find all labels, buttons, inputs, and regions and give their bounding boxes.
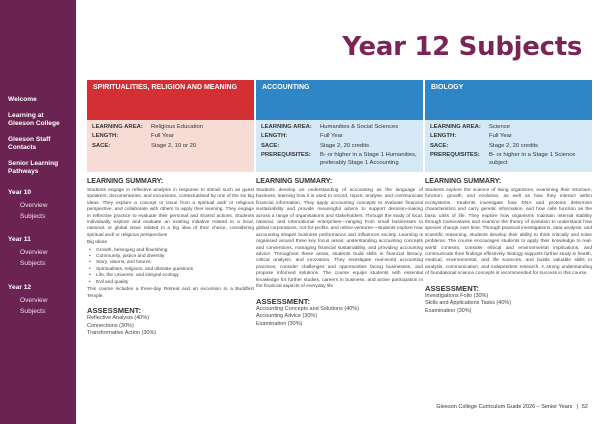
- list-item: • Story, visions, and futures: [87, 260, 254, 266]
- summary-text: Students explore the science of living organisms, examining their structure, function, growth, and evolution, as well as how they interact within ecosystems. Students investigate how DNA and proteins determine characteristics and carry genetic information, and how cells function as the basic units of life. They explore how organisms maintain internal stability through homeostasis and examine the theory of evolution to understand how species change over time. Through practical investigations, data analysis, and scientific reasoning, students develop their ability to think critically and solve problems. The course encourages students to apply their knowledge to real-world contexts, consider ethical and environmental implications, and communicate their findings effectively. Biology supports further study in health, medical, environmental, and life sciences, and builds valuable skills in analysis, communication, and independent research. A strong understanding of foundational science concepts is recommended for success in this course.: [425, 188, 592, 277]
- assessment-item: Reflective Analysis (40%): [87, 314, 150, 321]
- sidebar-item-year12[interactable]: Year 12: [8, 284, 32, 291]
- info-row: [430, 133, 587, 140]
- info-value: B- or higher in a Stage 1 Science subject: [489, 152, 576, 166]
- info-row: [430, 143, 587, 150]
- info-key: PREREQUISITES:: [261, 152, 311, 159]
- sidebar-item-welcome[interactable]: Welcome: [8, 96, 37, 103]
- retreat-note: This course includes a three-day Retreat and an excursion to a Buddhist Temple.: [87, 287, 254, 299]
- list-item: • Growth, belonging and flourishing: [87, 248, 254, 254]
- sidebar-item-year11-subjects[interactable]: Subjects: [20, 260, 46, 267]
- big-ideas-title: Big Ideas: [87, 240, 108, 246]
- assessment-item: Accounting Concepts and Solutions (40%): [256, 305, 360, 312]
- info-row: [92, 143, 249, 150]
- info-key: LENGTH:: [430, 133, 457, 140]
- sidebar-item-year11-overview[interactable]: Overview: [20, 249, 48, 256]
- info-value: Stage 2, 10 or 20: [151, 142, 197, 149]
- info-key: PREREQUISITES:: [430, 152, 480, 159]
- info-row: [430, 124, 587, 131]
- subject-info-box: [87, 120, 254, 172]
- footer-divider: |: [576, 404, 578, 410]
- assessment-item: Transformative Action (30%): [87, 330, 157, 337]
- page-number: 52: [581, 404, 588, 410]
- info-row: [261, 133, 418, 140]
- page-title: Year 12 Subjects: [342, 32, 582, 62]
- assessment-item: Examination (30%): [256, 320, 303, 327]
- info-row: [261, 152, 418, 167]
- subject-info-box: [425, 120, 592, 172]
- subject-info-box: [256, 120, 423, 172]
- sidebar-item-year10-overview[interactable]: Overview: [20, 202, 48, 209]
- info-value: Stage 2, 20 credits: [320, 142, 370, 149]
- info-value: Full Year: [489, 133, 512, 140]
- info-key: LENGTH:: [261, 133, 288, 140]
- info-key: LENGTH:: [92, 133, 119, 140]
- info-row: [261, 143, 418, 150]
- info-key: SACE:: [261, 142, 280, 149]
- info-value: Religious Education: [151, 124, 204, 130]
- summary-text: Students engage in reflective analysis in response to stimuli such as guest speakers, documentaries, and excursions, contextualised by one of the six big ideas. They explore a concept or issue from a spiritual and/ or religious perspective, and collaborate with others to apply their learning. They engage in reflective practice to evaluate their personal and shared actions. Students individually explore and evaluate an existing initiative related to a local, national, or global issue related to a big idea of their choice, considering spiritual and/ or religious perspectives: [87, 188, 254, 238]
- assessment-item: Investigations Folio (30%): [425, 292, 489, 299]
- assessment-item: Connections (30%): [87, 322, 134, 329]
- assessment-item: Examination (30%): [425, 307, 472, 314]
- info-row: [92, 124, 249, 131]
- subject-column-accounting: [256, 80, 423, 328]
- assessment-heading: ASSESSMENT:: [425, 283, 480, 293]
- summary-heading: LEARNING SUMMARY:: [256, 178, 333, 185]
- info-value: Stage 2, 20 credits: [489, 142, 539, 149]
- sidebar-item-staff-contacts[interactable]: Gleeson Staff Contacts: [8, 136, 51, 151]
- sidebar-item-learning[interactable]: Learning at Gleeson College: [8, 112, 60, 127]
- footer-text: Gleeson College Curriculum Guide 2026 – Senior Years: [436, 404, 573, 410]
- sidebar-item-year12-overview[interactable]: Overview: [20, 297, 48, 304]
- list-item: • Spiritualities, religions, and ultimate questions: [87, 267, 254, 273]
- sidebar-item-year10-subjects[interactable]: Subjects: [20, 213, 46, 220]
- subject-heading: BIOLOGY: [425, 80, 592, 120]
- subject-heading: ACCOUNTING: [256, 80, 423, 120]
- sidebar-item-year12-subjects[interactable]: Subjects: [20, 308, 46, 315]
- assessment-heading: ASSESSMENT:: [256, 296, 311, 306]
- info-value: Full Year: [320, 133, 343, 140]
- subject-column-biology: [425, 80, 592, 315]
- sidebar-item-year11[interactable]: Year 11: [8, 236, 31, 243]
- info-key: SACE:: [92, 142, 111, 149]
- info-key: SACE:: [430, 142, 449, 149]
- info-row: [261, 124, 418, 131]
- sidebar-item-year10[interactable]: Year 10: [8, 189, 32, 196]
- info-row: [92, 133, 249, 140]
- summary-heading: LEARNING SUMMARY:: [425, 178, 502, 185]
- assessment-heading: ASSESSMENT:: [87, 305, 142, 315]
- summary-heading: LEARNING SUMMARY:: [87, 178, 164, 185]
- assessment-item: Skills and Applications Tasks (40%): [425, 300, 512, 307]
- info-value: Humanities & Social Sciences: [320, 124, 399, 130]
- info-row: [430, 152, 587, 167]
- summary-text: Students develop an understanding of accounting as the language of business, learning how it is used to record, report, analyse, and communicate financial information. They apply accounting concepts to evaluate financial sustainability and provide meaningful advice to support decision-making across a range of organisations and stakeholders. Through the study of local, national, and international enterprises—ranging from small businesses to global corporations, not-for-profits, and online ventures—students explore how accounting shapes business performance and influences society. Learning is organised around three key focus areas: understanding accounting concepts and conventions, managing financial sustainability, and providing accounting advice. Throughout these areas, students build skills in financial literacy, critical analysis, and innovation. They investigate real-world accounting practices, consider challenges and opportunities facing businesses, and propose informed solutions. The course equips students with essential knowledge for further studies, careers in business, and active participation in the financial aspects of everyday life.: [256, 188, 423, 290]
- list-item: • Life, the Universe, and integral ecology: [87, 273, 254, 279]
- info-value: B- or higher in a Stage 1 Humanities, preferably Stage 1 Accounting: [320, 152, 417, 166]
- subject-heading: SPIRITUALITIES, RELIGION AND MEANING: [87, 80, 254, 120]
- assessment-item: Accounting Advice (30%): [256, 313, 318, 320]
- info-key: LEARNING AREA:: [261, 124, 312, 130]
- list-item: • Community, justice and diversity: [87, 254, 254, 260]
- list-item: • Evil and quality: [87, 280, 254, 286]
- big-ideas-list: [87, 248, 254, 286]
- info-value: Science: [489, 124, 510, 130]
- sidebar-nav: [0, 0, 76, 424]
- subject-column-religion: [87, 80, 254, 338]
- sidebar-item-pathways[interactable]: Senior Learning Pathways: [8, 160, 59, 175]
- page-footer: [436, 404, 588, 410]
- info-key: LEARNING AREA:: [430, 124, 481, 130]
- info-value: Full Year: [151, 133, 174, 140]
- info-key: LEARNING AREA:: [92, 124, 143, 130]
